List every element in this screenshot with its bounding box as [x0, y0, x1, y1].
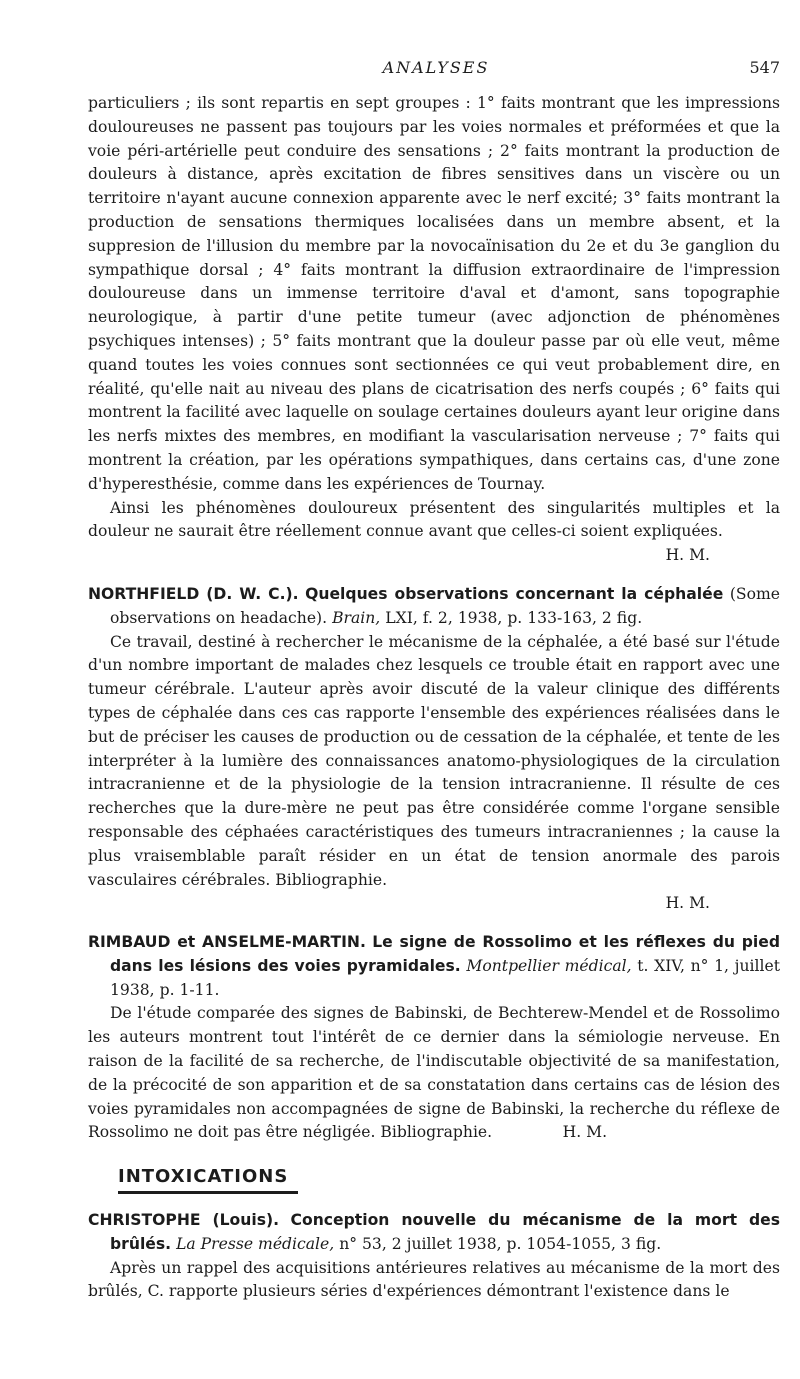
entry-rimbaud-abstract — [88, 1002, 780, 1145]
entry-reference: t. XIV, n° 1, juillet 1938, p. 1-11. — [110, 956, 780, 999]
entry-title: Le signe de Rossolimo et les réflexes du pied dans les lésions des voies pyramidales. — [110, 933, 781, 975]
entry-reference: LXI, f. 2, 1938, p. 133-163, 2 fig. — [385, 608, 643, 627]
entry-title: Conception nouvelle du mécanisme de la mort des brûlés. — [110, 1211, 780, 1253]
entry-rimbaud-abstract-text: De l'étude comparée des signes de Babinski, de Bechterew-Mendel et de Rossolimo les auteurs montrent tout l'intérêt de ce dernier dans la sémiologie nerveuse. En raison de la facilité de sa recherche, de l'indiscutable objectivité de sa manifestation, de la précocité de son apparition et de sa constatation dans certains cas de lésion des voies pyramidales non accompagnées de signe de Babinski, la recherche du réflexe de Rossolimo ne doit pas être négligée. Bibliographie. — [88, 1004, 780, 1142]
intro-initials: H. M. — [665, 546, 710, 565]
entry-northfield-abstract: Ce travail, destiné à rechercher le mécanisme de la céphalée, a été basé sur l'étude d'un nombre important de malades chez lesquels ce trouble était en rapport avec une tumeur cérébrale. L'auteur après avoir discuté de la valeur clinique des différents types de céphalée dans ces cas rapporte l'ensemble des expériences réalisées dans le but de préciser les causes de production ou de cessation de la céphalée, et tente de les interpréter à la lumière des connaissances anatomo-physiologiques de la circulation intracranienne et de la physiologie de la tension intracranienne. Il résulte de ces recherches que la dure-mère ne peut pas être considérée comme l'organe sensible responsable des céphaées caractéristiques des tumeurs intracraniennes ; la cause la plus vraisemblable paraît résider en un état de tension anormale des parois vasculaires cérébrales. Bibliographie. — [88, 632, 780, 889]
entry-author: NORTHFIELD (D. W. C.). — [88, 584, 299, 603]
entry-journal: Montpellier médical, — [466, 956, 632, 975]
page-body — [88, 92, 780, 1304]
entry-christophe-abstract: Après un rappel des acquisitions antérieures relatives au mécanisme de la mort des brûlés, C. rapporte plusieurs séries d'expériences démontrant l'existence dans le — [88, 1258, 780, 1301]
entry-journal: Brain, — [332, 608, 381, 627]
entry-northfield-initials: H. M. — [665, 894, 710, 913]
entry-author: RIMBAUD et ANSELME-MARTIN. — [88, 933, 366, 952]
page-number: 547 — [749, 58, 780, 77]
entry-northfield-citation — [88, 583, 780, 631]
entry-title: Quelques observations concernant la céphalée — [305, 584, 724, 603]
entry-author: CHRISTOPHE (Louis). — [88, 1211, 280, 1230]
entry-original-title: (Some observations on headache). — [110, 584, 780, 627]
intro-paragraph-2: Ainsi les phénomènes douloureux présentent des singularités multiples et la douleur ne saurait être réellement connue avant que celles-ci soient expliquées. — [88, 498, 780, 541]
page-header — [92, 58, 780, 82]
running-title: ANALYSES — [382, 58, 490, 77]
entry-rimbaud-initials: H. M. — [562, 1123, 608, 1142]
section-heading-intoxications: INTOXICATIONS — [118, 1165, 298, 1194]
intro-paragraph-1: particuliers ; ils sont repartis en sept groupes : 1° faits montrant que les impressions douloureuses ne passent pas toujours par les voies normales et préformées et que la voie péri-artérielle peut conduire des sensations ; 2° faits montrant la production de douleurs à distance, après excitation de fibres sensitives dans un viscère ou un territoire n'ayant aucune connexion apparente avec le nerf excité; 3° faits montrant la production de sensations thermiques localisées dans un membre absent, et la suppresion de l'illusion du membre par la novocaïnisation du 2e et du 3e ganglion du sympathique dorsal ; 4° faits montrant la diffusion extraordinaire de l'impression douloureuse dans un immense territoire d'aval et d'amont, sans topographie neurologique, à partir d'une petite tumeur (avec adjonction de phénomènes psychiques intenses) ; 5° faits montrant que la douleur passe par où elle veut, même quand toutes les voies connues sont sectionnées ce qui veut probablement dire, en réalité, qu'elle nait au niveau des plans de cicatrisation des nerfs coupés ; 6° faits qui montrent la facilité avec laquelle on soulage certaines douleurs ayant leur origine dans les nerfs mixtes des membres, en modifiant la vascularisation nerveuse ; 7° faits qui montrent la création, par les opérations sympathiques, dans certains cas, d'une zone d'hyperesthésie, comme dans les expériences de Tournay. — [88, 94, 780, 493]
entry-rimbaud-citation — [88, 931, 780, 1002]
entry-journal: La Presse médicale, — [176, 1234, 335, 1253]
entry-reference: n° 53, 2 juillet 1938, p. 1054-1055, 3 fig. — [339, 1234, 662, 1253]
entry-christophe-citation — [88, 1209, 780, 1257]
